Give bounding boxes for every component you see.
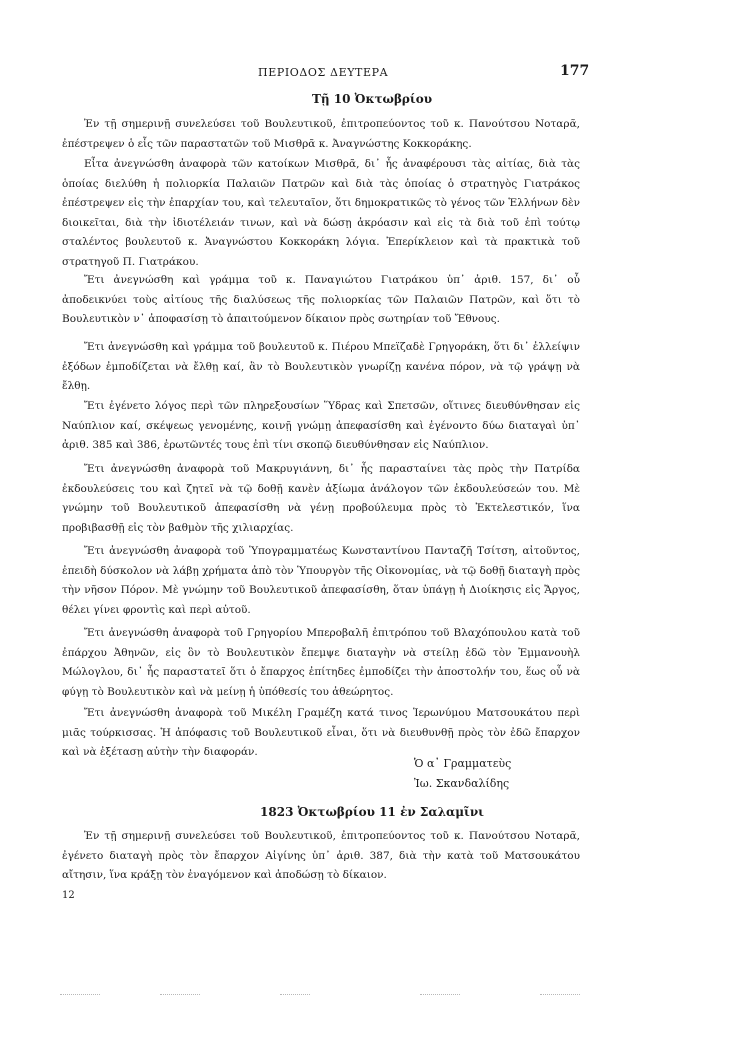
scan-artifact-rule [540, 994, 580, 995]
page-number: 177 [560, 63, 590, 79]
scan-artifact-rule [420, 994, 460, 995]
paragraph: Ἐν τῇ σημερινῇ συνελεύσει τοῦ Βουλευτικοῦ, ἐπιτροπεύοντος τοῦ κ. Πανούτσου Νοταρᾶ, ἐγένετο διαταγὴ πρὸς τὸν ἔπαρχον Αἰγίνης ὑπ᾽ ἀριθ. 387, διὰ τὴν κατὰ τοῦ Ματσουκάτου αἴτησιν, ἵνα κράξῃ τὸν ἐναγόμενον καὶ ἀποδώσῃ τὸ δίκαιον. [62, 830, 580, 881]
paragraph: Ἔτι ἀνεγνώσθη ἀναφορὰ τοῦ Μακρυγιάννη, δι᾽ ἧς παρασταίνει τὰς πρὸς τὴν Πατρίδα ἐκδουλεύσεις του καὶ ζητεῖ νὰ τῷ δοθῇ κανὲν ἀξίωμα ἀνάλογον τῶν ἐκδουλεύσεών του. Μὲ γνώμην τοῦ Βουλευτικοῦ ἀπεφασίσθη νὰ γένῃ προβούλευμα πρὸς τὸ Ἐκτελεστικόν, ἵνα προβιβασθῇ εἰς τὸν βαθμὸν τῆς χιλιαρχίας. [62, 463, 580, 534]
paragraph: Ἔτι ἀνεγνώσθη καὶ γράμμα τοῦ κ. Παναγιώτου Γιατράκου ὑπ᾽ ἀριθ. 157, δι᾽ οὗ ἀποδεικνύει τοὺς αἰτίους τῆς διαλύσεως τῆς πολιορκίας τῶν Παλαιῶν Πατρῶν, καὶ ὅτι τὸ Βουλευτικὸν ν᾽ ἀποφασίσῃ τὸ ἀπαιτούμενον δίκαιον πρὸς σωτηρίαν τοῦ Ἔθνους. [62, 274, 580, 325]
scan-artifact-rule [280, 994, 310, 995]
section-title-oct-10: Τῇ 10 Ὀκτωβρίου [311, 92, 433, 106]
running-head: ΠΕΡΙΟΔΟΣ ΔΕΥΤΕΡΑ [258, 66, 389, 79]
section-title-oct-11: 1823 Ὀκτωβρίου 11 ἐν Σαλαμῖνι [260, 805, 484, 819]
scan-artifact-rule [60, 994, 100, 995]
scan-artifact-rule [160, 994, 200, 995]
paragraph: Ἔτι ἀνεγνώσθη ἀναφορὰ τοῦ Μικέλη Γραμέζη κατά τινος Ἱερωνύμου Ματσουκάτου περὶ μιᾶς τούρκισσας. Ἡ ἀπόφασις τοῦ Βουλευτικοῦ εἶναι, ὅτι νὰ διευθυνθῇ πρὸς τὸν ἐδῶ ἔπαρχον καὶ νὰ ἐξέτασῃ αὐτὴν τὴν διαφοράν. [62, 707, 580, 758]
sheet-mark: 12 [62, 890, 75, 901]
signature-name: Ἰω. Σκανδαλίδης [414, 777, 510, 790]
paragraph: Εἶτα ἀνεγνώσθη ἀναφορὰ τῶν κατοίκων Μισθρᾶ, δι᾽ ἧς ἀναφέρουσι τὰς αἰτίας, διὰ τὰς ὁποίας διελύθη ἡ πολιορκία Παλαιῶν Πατρῶν καὶ διὰ τὰς ὁποίας ὁ στρατηγὸς Γιατράκος ἐπέστρεψεν εἰς τὴν ἐπαρχίαν του, καὶ τελευταῖον, ὅτι δημοκρατικῶς τὸ γένος τῶν Ἑλλήνων δὲν διοικεῖται, διὰ τὴν ἰδιοτέλειάν τινων, καὶ νὰ δώσῃ ἀκρόασιν καὶ εἰς τὰ διὰ τοῦ ἐπὶ τούτῳ σταλέντος βουλευτοῦ κ. Ἀναγνώστου Κοκκοράκη λόγια. Ἐπερίκλειον καὶ τὰ πρακτικὰ τοῦ στρατηγοῦ Π. Γιατράκου. [62, 158, 580, 268]
paragraph: Ἔτι ἐγένετο λόγος περὶ τῶν πληρεξουσίων Ὕδρας καὶ Σπετσῶν, οἵτινες διευθύνθησαν εἰς Ναύπλιον καί, σκέψεως γενομένης, κοινῇ γνώμῃ ἀπεφασίσθη καὶ ἐγένοντο δύω διαταγαὶ ὑπ᾽ ἀριθ. 385 καὶ 386, ἐρωτῶντές τους ἐπὶ τίνι σκοπῷ διευθύνθησαν εἰς Ναύπλιον. [62, 400, 580, 451]
signature-role: Ὁ α᾽ Γραμματεὺς [414, 757, 512, 770]
paragraph: Ἐν τῇ σημερινῇ συνελεύσει τοῦ Βουλευτικοῦ, ἐπιτροπεύοντος τοῦ κ. Πανούτσου Νοταρᾶ, ἐπέστρεψεν ὁ εἷς τῶν παραστατῶν τοῦ Μισθρᾶ κ. Ἀναγνώστης Κοκκοράκης. [62, 118, 580, 150]
paragraph: Ἔτι ἀνεγνώσθη ἀναφορὰ τοῦ Γρηγορίου Μπεροβαλῆ ἐπιτρόπου τοῦ Βλαχόπουλου κατὰ τοῦ ἐπάρχου Ἀθηνῶν, εἰς ὃν τὸ Βουλευτικὸν ἔπεμψε διαταγὴν νὰ στείλῃ ἐδῶ τὸν Ἐμμανουὴλ Μώλογλου, δι᾽ ἧς παραστατεῖ ὅτι ὁ ἔπαρχος ἐπίτηδες ἐμποδίζει τὴν ἀποστολήν του, ἕως οὗ νὰ φύγῃ τὸ Βουλευτικὸν καὶ νὰ μείνῃ ἡ ὑπόθεσίς του ἀθεώρητος. [62, 627, 580, 698]
paragraph: Ἔτι ἀνεγνώσθη ἀναφορὰ τοῦ Ὑπογραμματέως Κωνσταντίνου Πανταζῆ Τσίτση, αἰτοῦντος, ἐπειδὴ δύσκολον νὰ λάβῃ χρήματα ἀπὸ τὸν Ὑπουργὸν τῆς Οἰκονομίας, νὰ τῷ δοθῇ διαταγὴ πρὸς τὴν νῆσον Πόρον. Μὲ γνώμην τοῦ Βουλευτικοῦ ἀπεφασίσθη, ὅταν ὑπάγῃ ἡ Διοίκησις εἰς Ἄργος, θέλει γίνει φροντὶς καὶ περὶ αὐτοῦ. [62, 545, 580, 616]
paragraph: Ἔτι ἀνεγνώσθη καὶ γράμμα τοῦ βουλευτοῦ κ. Πιέρου Μπεϊζαδὲ Γρηγοράκη, ὅτι δι᾽ ἐλλείψιν ἐξόδων ἐμποδίζεται νὰ ἔλθῃ καί, ἂν τὸ Βουλευτικὸν γνωρίζῃ κανένα πόρον, νὰ τῷ γράψῃ νὰ ἔλθῃ. [62, 341, 580, 392]
